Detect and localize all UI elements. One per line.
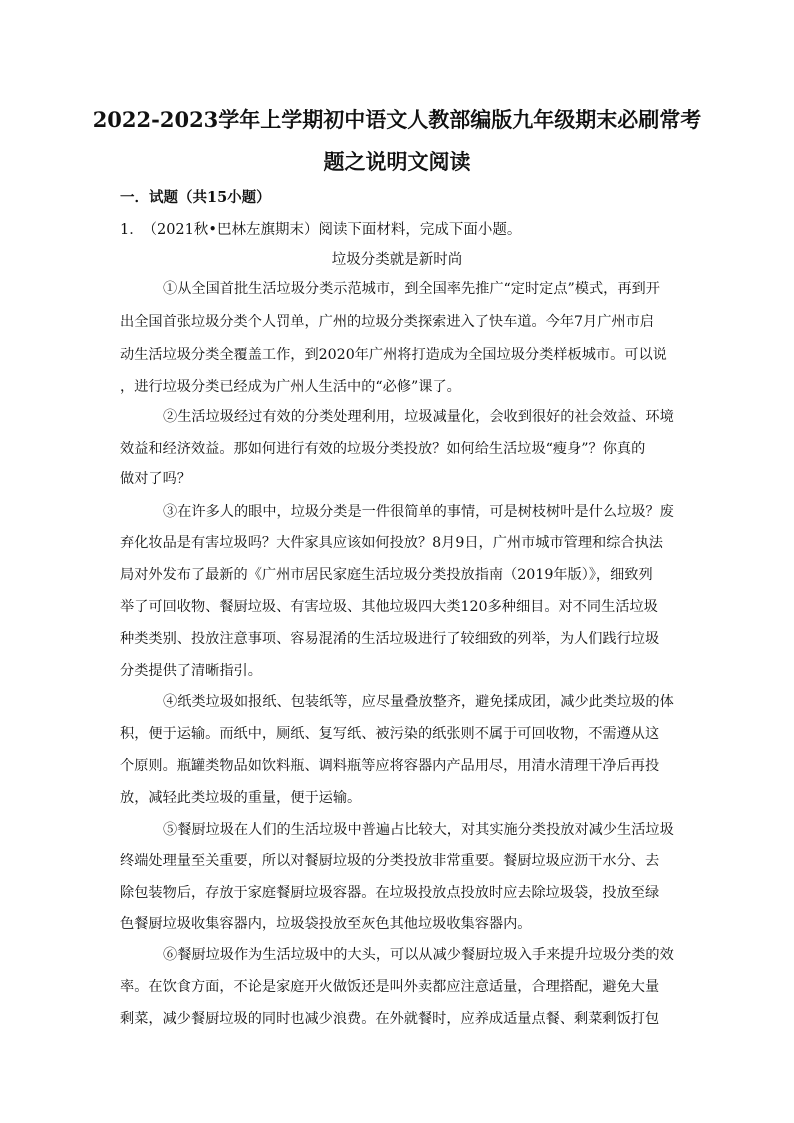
article-line: 积，便于运输。而纸中，厕纸、复写纸、被污染的纸张则不属于可回收物，不需遵从这 — [120, 726, 660, 742]
article-line: 剩菜，减少餐厨垃圾的同时也减少浪费。在外就餐时，应养成适量点餐、剩菜剩饭打包 — [120, 1011, 660, 1027]
article-line: 色餐厨垃圾收集容器内，垃圾袋投放至灰色其他垃圾收集容器内。 — [120, 916, 532, 932]
article-line: 做对了吗？ — [120, 471, 191, 487]
article-line: ⑥餐厨垃圾作为生活垃圾中的大头，可以从减少餐厨垃圾入手来提升垃圾分类的效 — [163, 947, 674, 963]
question-number: 1． — [120, 222, 144, 238]
section-heading: 一．试题（共15小题） — [120, 189, 271, 206]
article-line: ①从全国首批生活垃圾分类示范城市，到全国率先推广“定时定点”模式，再到开 — [163, 281, 660, 297]
article-line: 动生活垃圾分类全覆盖工作，到2020年广州将打造成为全国垃圾分类样板城市。可以说 — [120, 347, 667, 363]
article-line: ⑤餐厨垃圾在人们的生活垃圾中普遍占比较大，对其实施分类投放对减少生活垃圾 — [163, 822, 674, 838]
article-line: 个原则。瓶罐类物品如饮料瓶、调料瓶等应将容器内产品用尽，用清水清理干净后再投 — [120, 758, 660, 774]
article-line: ④纸类垃圾如报纸、包装纸等，应尽量叠放整齐，避免揉成团，减少此类垃圾的体 — [163, 694, 674, 710]
article-line: 举了可回收物、餐厨垃圾、有害垃圾、其他垃圾四大类120多种细目。对不同生活垃圾 — [120, 599, 658, 615]
article-line: 出全国首张垃圾分类个人罚单，广州的垃圾分类探索进入了快车道。今年7月广州市启 — [120, 314, 654, 330]
article-line: 局对外发布了最新的《广州市居民家庭生活垃圾分类投放指南（2019年版）》，细致列 — [120, 567, 653, 583]
article-line: 分类提供了清晰指引。 — [120, 663, 262, 679]
article-line: 种类类别、投放注意事项、容易混淆的生活垃圾进行了较细致的列举，为人们践行垃圾 — [120, 631, 660, 647]
article-line: ，进行垃圾分类已经成为广州人生活中的“必修”课了。 — [120, 379, 461, 395]
article-line: ③在许多人的眼中，垃圾分类是一件很简单的事情，可是树枝树叶是什么垃圾？废 — [163, 504, 674, 520]
article-line: 终端处理量至关重要，所以对餐厨垃圾的分类投放非常重要。餐厨垃圾应沥干水分、去 — [120, 853, 660, 869]
article-line: 率。在饮食方面，不论是家庭开火做饭还是叫外卖都应注意适量，合理搭配，避免大量 — [120, 979, 660, 995]
document-title-line-2: 题之说明文阅读 — [323, 149, 471, 174]
document-title-line-1: 2022-2023学年上学期初中语文人教部编版九年级期末必刷常考 — [92, 107, 702, 132]
article-title: 垃圾分类就是新时尚 — [331, 252, 463, 268]
article-line: 放，减轻此类垃圾的重量，便于运输。 — [120, 790, 362, 806]
article-line: 除包装物后，存放于家庭餐厨垃圾容器。在垃圾投放点投放时应去除垃圾袋，投放至绿 — [120, 885, 660, 901]
question-header — [120, 218, 521, 239]
question-prompt: （2021秋•巴林左旗期末）阅读下面材料，完成下面小题。 — [149, 222, 522, 238]
article-line: 弃化妆品是有害垃圾吗？大件家具应该如何投放？8月9日，广州市城市管理和综合执法 — [120, 535, 663, 551]
article-line: ②生活垃圾经过有效的分类处理利用，垃圾减量化，会收到很好的社会效益、环境 — [163, 409, 674, 425]
article-line: 效益和经济效益。那如何进行有效的垃圾分类投放？如何给生活垃圾“瘦身”？你真的 — [120, 441, 646, 457]
